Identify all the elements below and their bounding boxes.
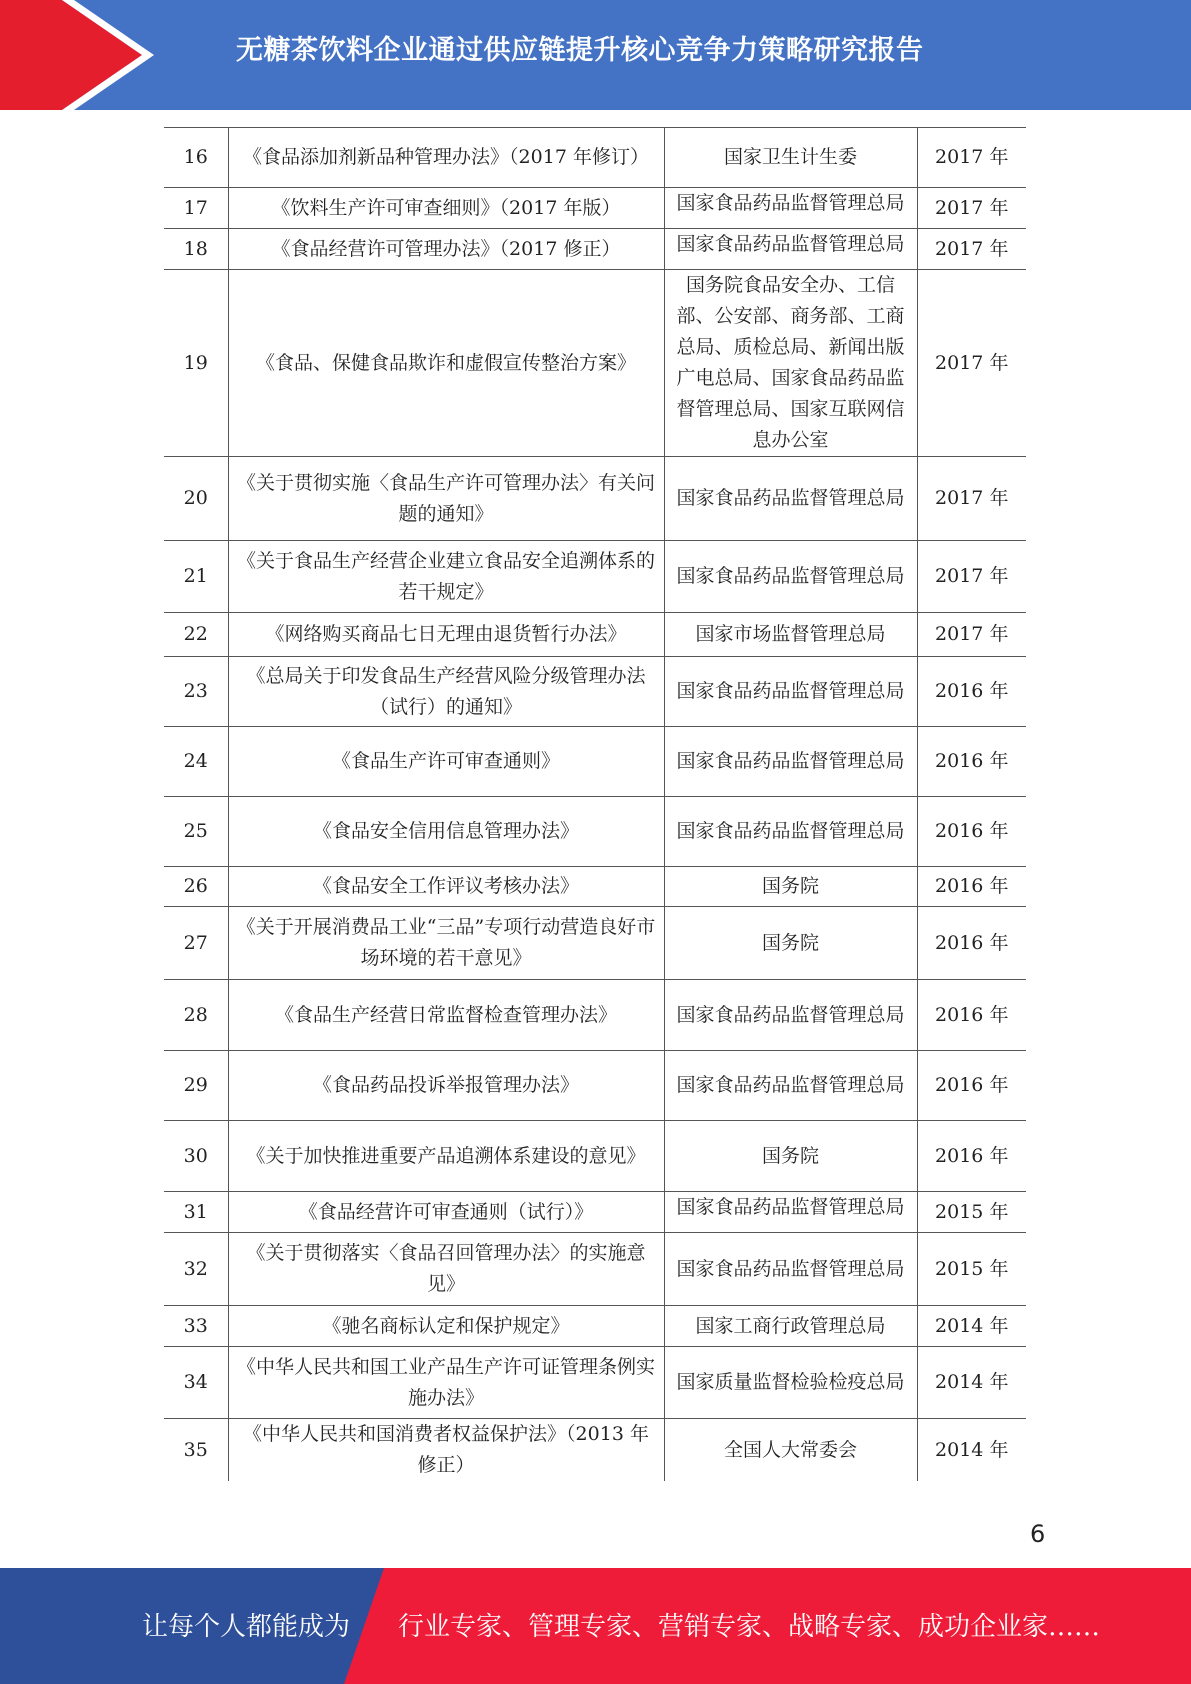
issue-year: 2015 年 xyxy=(917,1192,1026,1233)
issue-year: 2016 年 xyxy=(917,657,1026,727)
table-row xyxy=(164,907,1026,980)
footer-slogan-left: 让每个人都能成为 xyxy=(142,1612,351,1642)
table-row xyxy=(164,188,1026,229)
issuing-authority-text: 国家食品药品监督管理总局 xyxy=(676,192,905,214)
row-number: 18 xyxy=(164,229,228,270)
row-number: 24 xyxy=(164,727,228,797)
row-number: 25 xyxy=(164,797,228,867)
table-row xyxy=(164,457,1026,541)
regulation-name: 《食品生产经营日常监督检查管理办法》 xyxy=(228,980,664,1051)
header-arrow-decoration xyxy=(0,0,160,110)
issue-year: 2015 年 xyxy=(917,1233,1026,1306)
table-row xyxy=(164,1306,1026,1347)
table-row xyxy=(164,980,1026,1051)
row-number: 35 xyxy=(164,1419,228,1482)
issuing-authority: 国家食品药品监督管理总局 xyxy=(664,1233,917,1306)
issuing-authority: 国家食品药品监督管理总局 xyxy=(664,727,917,797)
regulation-name: 《中华人民共和国工业产品生产许可证管理条例实施办法》 xyxy=(228,1347,664,1419)
page-number: 6 xyxy=(1030,1520,1046,1548)
issue-year: 2016 年 xyxy=(917,797,1026,867)
row-number: 28 xyxy=(164,980,228,1051)
issue-year: 2017 年 xyxy=(917,270,1026,457)
issuing-authority: 国务院食品安全办、工信部、公安部、商务部、工商总局、质检总局、新闻出版广电总局、国家食品药品监督管理总局、国家互联网信息办公室 xyxy=(664,270,917,457)
regulation-name: 《网络购买商品七日无理由退货暂行办法》 xyxy=(228,613,664,657)
issuing-authority: 国家食品药品监督管理总局 xyxy=(664,1051,917,1121)
regulation-name: 《食品安全工作评议考核办法》 xyxy=(228,867,664,907)
table-row xyxy=(164,867,1026,907)
issue-year: 2016 年 xyxy=(917,980,1026,1051)
issuing-authority: 国务院 xyxy=(664,907,917,980)
row-number: 30 xyxy=(164,1121,228,1192)
table-row xyxy=(164,727,1026,797)
regulation-name: 《食品添加剂新品种管理办法》（2017 年修订） xyxy=(228,128,664,188)
regulation-name: 《食品生产许可审查通则》 xyxy=(228,727,664,797)
row-number: 16 xyxy=(164,128,228,188)
issue-year: 2014 年 xyxy=(917,1419,1026,1482)
issue-year: 2017 年 xyxy=(917,188,1026,229)
issue-year: 2016 年 xyxy=(917,867,1026,907)
row-number: 29 xyxy=(164,1051,228,1121)
row-number: 17 xyxy=(164,188,228,229)
table-row xyxy=(164,1347,1026,1419)
regulation-name: 《关于开展消费品工业“三品”专项行动营造良好市场环境的若干意见》 xyxy=(228,907,664,980)
issuing-authority: 国务院 xyxy=(664,867,917,907)
issuing-authority: 国家食品药品监督管理总局 xyxy=(664,457,917,541)
regulation-name: 《关于食品生产经营企业建立食品安全追溯体系的若干规定》 xyxy=(228,541,664,613)
issuing-authority: 国务院 xyxy=(664,1121,917,1192)
issue-year: 2016 年 xyxy=(917,727,1026,797)
issuing-authority xyxy=(664,229,917,270)
regulation-name: 《食品经营许可审查通则（试行）》 xyxy=(228,1192,664,1233)
issuing-authority: 国家食品药品监督管理总局 xyxy=(664,657,917,727)
regulation-name: 《中华人民共和国消费者权益保护法》（2013 年修正） xyxy=(228,1419,664,1482)
issuing-authority-text: 国家食品药品监督管理总局 xyxy=(676,1196,905,1218)
regulation-name: 《食品经营许可管理办法》（2017 修正） xyxy=(228,229,664,270)
table-row xyxy=(164,1233,1026,1306)
issue-year: 2016 年 xyxy=(917,1121,1026,1192)
regulation-name: 《关于贯彻实施〈食品生产许可管理办法〉有关问题的通知》 xyxy=(228,457,664,541)
table-row xyxy=(164,657,1026,727)
regulation-name: 《食品、保健食品欺诈和虚假宣传整治方案》 xyxy=(228,270,664,457)
row-number: 23 xyxy=(164,657,228,727)
row-number: 26 xyxy=(164,867,228,907)
issuing-authority: 国家质量监督检验检疫总局 xyxy=(664,1347,917,1419)
issuing-authority: 国家食品药品监督管理总局 xyxy=(664,541,917,613)
table-row xyxy=(164,270,1026,457)
issue-year: 2014 年 xyxy=(917,1347,1026,1419)
issue-year: 2017 年 xyxy=(917,457,1026,541)
regulation-name: 《总局关于印发食品生产经营风险分级管理办法（试行）的通知》 xyxy=(228,657,664,727)
issuing-authority-text: 国家食品药品监督管理总局 xyxy=(676,233,905,255)
footer-slogan-right: 行业专家、管理专家、营销专家、战略专家、成功企业家…… xyxy=(398,1612,1101,1642)
table-row xyxy=(164,1192,1026,1233)
row-number: 21 xyxy=(164,541,228,613)
table-row xyxy=(164,1121,1026,1192)
issue-year: 2016 年 xyxy=(917,907,1026,980)
row-number: 20 xyxy=(164,457,228,541)
row-number: 22 xyxy=(164,613,228,657)
issue-year: 2014 年 xyxy=(917,1306,1026,1347)
row-number: 31 xyxy=(164,1192,228,1233)
regulation-name: 《关于加快推进重要产品追溯体系建设的意见》 xyxy=(228,1121,664,1192)
issue-year: 2017 年 xyxy=(917,613,1026,657)
table-row xyxy=(164,229,1026,270)
row-number: 27 xyxy=(164,907,228,980)
issuing-authority: 国家卫生计生委 xyxy=(664,128,917,188)
regulations-table xyxy=(164,127,1026,1481)
regulation-name: 《驰名商标认定和保护规定》 xyxy=(228,1306,664,1347)
page-header xyxy=(0,0,1191,110)
table-row xyxy=(164,1419,1026,1482)
regulation-name: 《食品药品投诉举报管理办法》 xyxy=(228,1051,664,1121)
row-number: 32 xyxy=(164,1233,228,1306)
table-row xyxy=(164,797,1026,867)
issuing-authority: 国家食品药品监督管理总局 xyxy=(664,797,917,867)
issue-year: 2016 年 xyxy=(917,1051,1026,1121)
page-footer xyxy=(0,1568,1191,1684)
issuing-authority xyxy=(664,188,917,229)
issuing-authority: 全国人大常委会 xyxy=(664,1419,917,1482)
issuing-authority: 国家市场监督管理总局 xyxy=(664,613,917,657)
regulation-name: 《关于贯彻落实〈食品召回管理办法〉的实施意见》 xyxy=(228,1233,664,1306)
issuing-authority: 国家食品药品监督管理总局 xyxy=(664,980,917,1051)
issue-year: 2017 年 xyxy=(917,229,1026,270)
report-title: 无糖茶饮料企业通过供应链提升核心竞争力策略研究报告 xyxy=(236,35,924,66)
issuing-authority xyxy=(664,1192,917,1233)
row-number: 33 xyxy=(164,1306,228,1347)
table-row xyxy=(164,128,1026,188)
table-row xyxy=(164,541,1026,613)
regulation-name: 《饮料生产许可审查细则》（2017 年版） xyxy=(228,188,664,229)
regulation-name: 《食品安全信用信息管理办法》 xyxy=(228,797,664,867)
issuing-authority: 国家工商行政管理总局 xyxy=(664,1306,917,1347)
issue-year: 2017 年 xyxy=(917,128,1026,188)
table-row xyxy=(164,1051,1026,1121)
issue-year: 2017 年 xyxy=(917,541,1026,613)
row-number: 19 xyxy=(164,270,228,457)
row-number: 34 xyxy=(164,1347,228,1419)
table-row xyxy=(164,613,1026,657)
